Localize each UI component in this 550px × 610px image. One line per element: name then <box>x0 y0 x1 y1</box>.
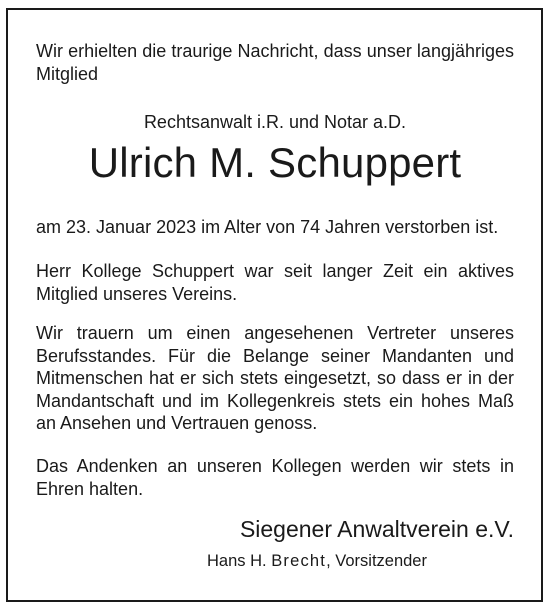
signer-line <box>207 550 427 572</box>
membership-paragraph: Herr Kollege Schuppert war seit langer Zeit ein aktives Mitglied unseres Vereins. <box>36 261 514 304</box>
death-statement: am 23. Januar 2023 im Alter von 74 Jahren verstorben ist. <box>36 217 499 237</box>
professional-title: Rechtsanwalt i.R. und Notar a.D. <box>143 112 407 132</box>
signer-role: , Vorsitzender <box>326 552 427 570</box>
signer-first-name: Hans H. <box>207 552 267 570</box>
tribute-paragraph: Wir trauern um einen angesehenen Vertreter unseres Berufsstandes. Für die Belange seiner Mandanten und Mitmenschen hat er sich stets eingesetzt, so dass er in der Mandantschaft und im Kollegenkreis stets ein hohes Maß an Ansehen und Vertrauen genoss. <box>36 323 514 434</box>
deceased-name: Ulrich M. Schuppert <box>88 139 462 186</box>
remembrance-paragraph: Das Andenken an unseren Kollegen werden wir stets in Ehren halten. <box>36 456 514 499</box>
intro-text: Wir erhielten die traurige Nachricht, dass unser langjähriges Mitglied <box>36 41 514 84</box>
signer-last-name: Brecht <box>271 552 327 570</box>
organization-name: Siegener Anwaltverein e.V. <box>239 516 514 542</box>
